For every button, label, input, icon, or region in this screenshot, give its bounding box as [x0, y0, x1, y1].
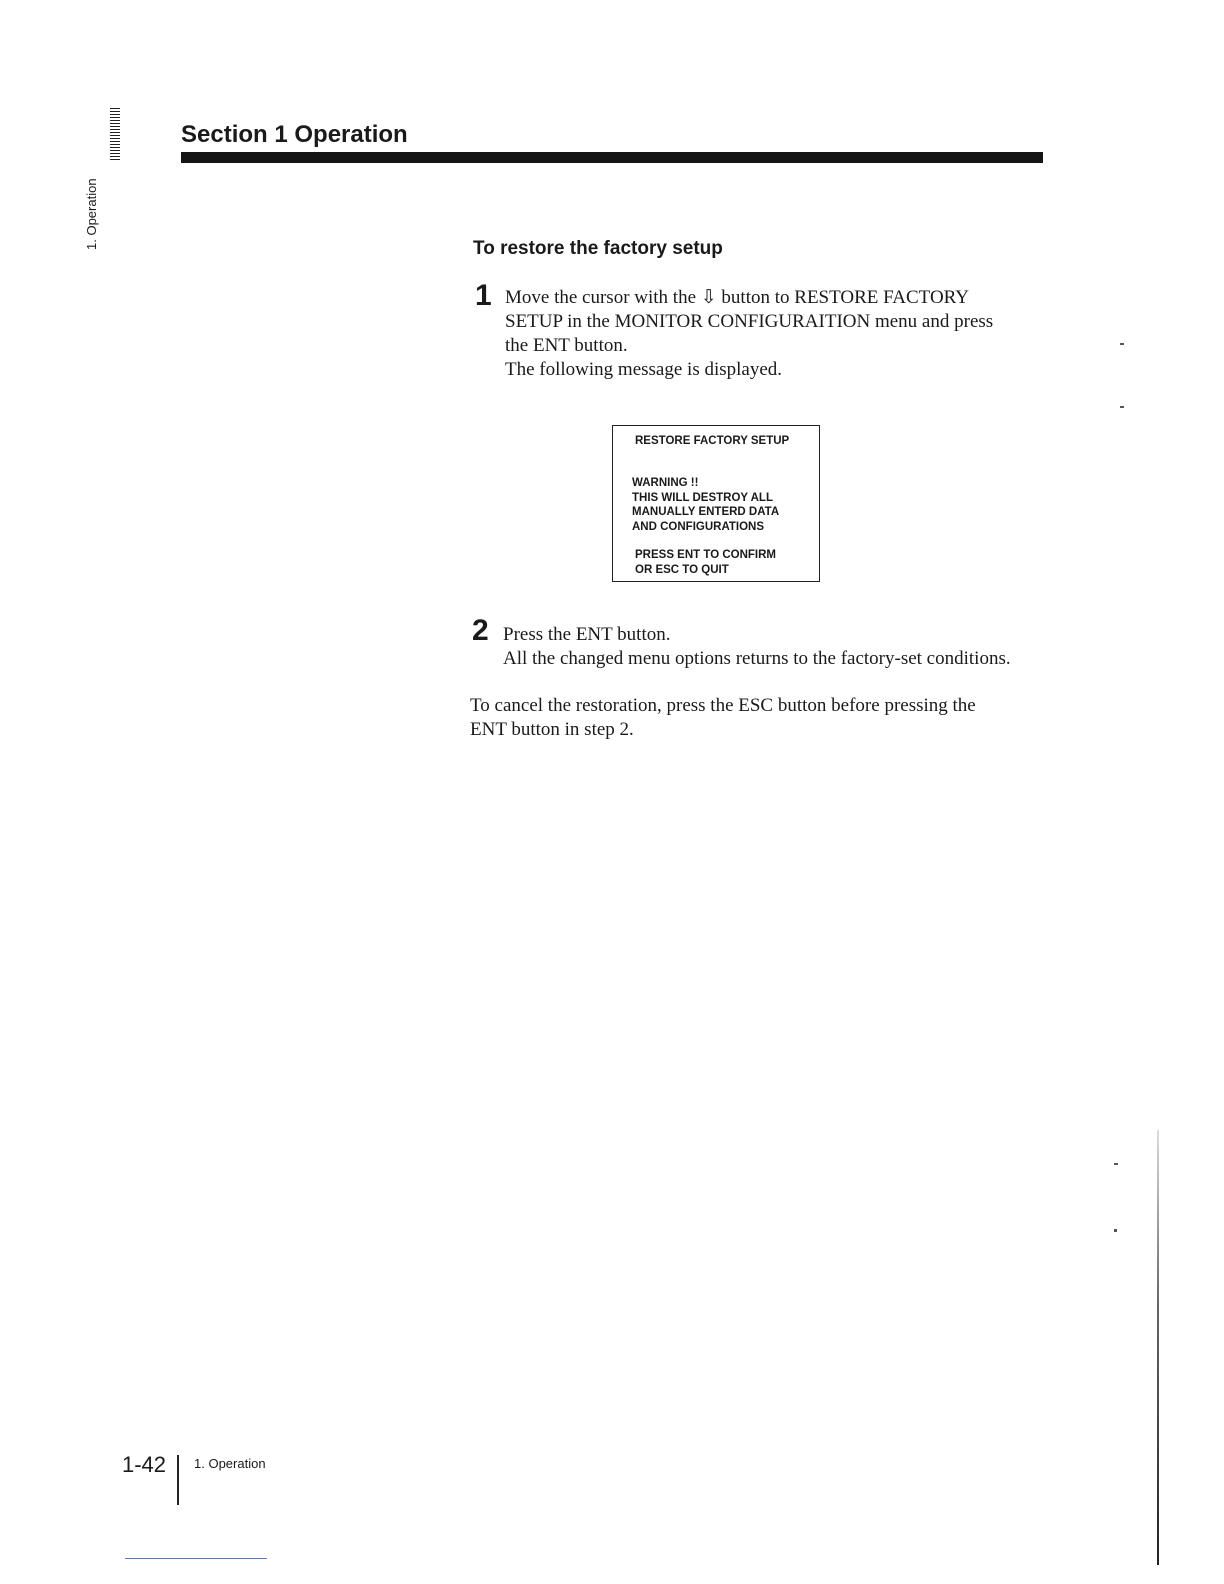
warning-line: AND CONFIGURATIONS: [632, 520, 765, 533]
restore-factory-message-box: [612, 425, 820, 582]
step-2-number: 2: [472, 614, 489, 647]
scan-speck: [1114, 1163, 1118, 1165]
warning-line: THIS WILL DESTROY ALL: [632, 491, 773, 504]
confirm-line: PRESS ENT TO CONFIRM: [635, 549, 776, 561]
step-1-line: The following message is displayed.: [505, 359, 783, 380]
step-1-number: 1: [475, 279, 492, 312]
side-tab-label: 1. Operation: [84, 178, 99, 250]
warning-line: WARNING !!: [632, 477, 699, 489]
step-1-text: [505, 286, 993, 382]
step-2-line: All the changed menu options returns to the factory-set conditions.: [503, 648, 1011, 669]
note-line: ENT button in step 2.: [470, 719, 634, 740]
scan-speck: [1114, 1229, 1117, 1232]
message-box-warning: [632, 476, 779, 534]
side-tab: [80, 100, 120, 270]
bottom-rule: [125, 1558, 267, 1559]
step-2-text: [503, 623, 1011, 671]
scan-edge-line: [1157, 1130, 1159, 1565]
step-2-line: Press the ENT button.: [503, 624, 671, 645]
message-box-confirm: [635, 548, 776, 577]
warning-line: MANUALLY ENTERD DATA: [632, 506, 780, 518]
section-title: Section 1 Operation: [181, 121, 408, 148]
scan-speck: [1120, 406, 1124, 408]
step-1-line: Move the cursor with the ⇩ button to RESTORE FACTORY: [505, 287, 970, 308]
footer-divider: [177, 1455, 179, 1505]
message-box-title: RESTORE FACTORY SETUP: [635, 435, 790, 447]
scan-speck: [1120, 343, 1124, 345]
note-line: To cancel the restoration, press the ESC button before pressing the: [470, 695, 976, 716]
footer-section-label: 1. Operation: [194, 1456, 266, 1471]
section-title-rule: [181, 152, 1043, 163]
step-1-line: SETUP in the MONITOR CONFIGURAITION menu and press: [505, 311, 994, 332]
cancel-note: [470, 694, 1050, 742]
side-tab-stripes: [110, 108, 120, 160]
procedure-heading: To restore the factory setup: [473, 238, 723, 259]
step-1-line: the ENT button.: [505, 335, 628, 356]
page-number: 1-42: [122, 1452, 167, 1477]
confirm-line: OR ESC TO QUIT: [635, 563, 729, 576]
